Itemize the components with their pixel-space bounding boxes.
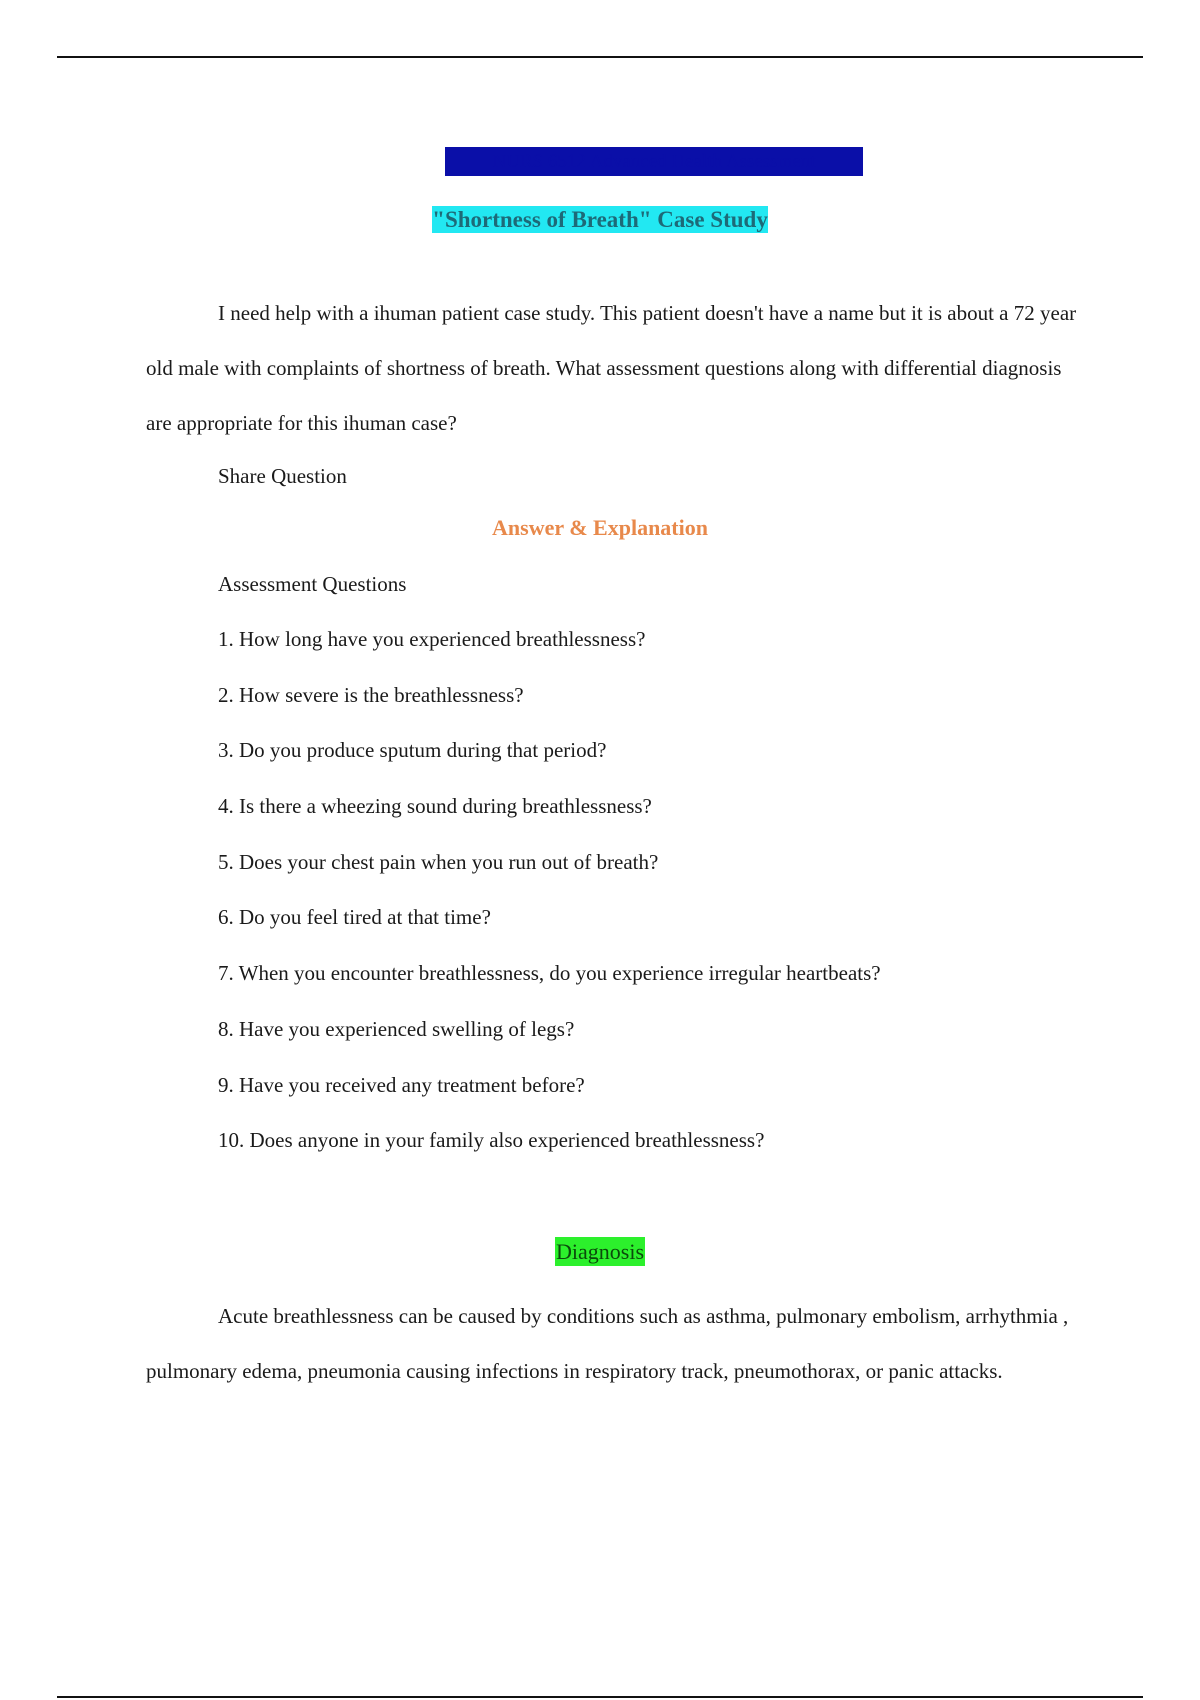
case-study-title xyxy=(0,204,1200,236)
question-item: 2. How severe is the breathlessness? xyxy=(218,682,524,707)
assessment-questions-heading: Assessment Questions xyxy=(218,572,407,596)
question-item: 5. Does your chest pain when you run out of breath? xyxy=(218,849,659,874)
diagnosis-paragraph: Acute breathlessness can be caused by conditions such as asthma, pulmonary embolism, arrhythmia , pulmonary edema, pneumonia causing infections in respiratory track, pneumothorax, or panic attacks. xyxy=(146,1304,1069,1383)
document-banner: NURS 6512 Advanced Health Assessment xyxy=(445,147,863,176)
question-item: 9. Have you received any treatment before? xyxy=(218,1072,585,1097)
question-item: 10. Does anyone in your family also experienced breathlessness? xyxy=(218,1128,765,1153)
case-study-title-text: "Shortness of Breath" Case Study xyxy=(432,207,768,232)
top-divider xyxy=(57,56,1143,58)
diagnosis-heading-text: Diagnosis xyxy=(556,1239,644,1264)
bottom-divider xyxy=(57,1696,1143,1698)
question-item: 1. How long have you experienced breathlessness? xyxy=(218,627,646,651)
diagnosis-heading xyxy=(0,1236,1200,1268)
share-question-label: Share Question xyxy=(218,464,347,488)
question-item: 8. Have you experienced swelling of legs? xyxy=(218,1016,575,1041)
question-item: 4. Is there a wheezing sound during breathlessness? xyxy=(218,794,652,819)
intro-paragraph: I need help with a ihuman patient case study. This patient doesn't have a name but it is about a 72 year old male with complaints of shortness of breath. What assessment questions along with differential diagnosis are appropriate for this ihuman case? xyxy=(146,301,1077,435)
question-item: 6. Do you feel tired at that time? xyxy=(218,905,491,930)
answer-explanation-heading: Answer & Explanation xyxy=(492,515,708,540)
question-item: 7. When you encounter breathlessness, do you experience irregular heartbeats? xyxy=(218,961,881,986)
assessment-questions-list xyxy=(218,624,881,1181)
question-item: 3. Do you produce sputum during that period? xyxy=(218,738,607,763)
